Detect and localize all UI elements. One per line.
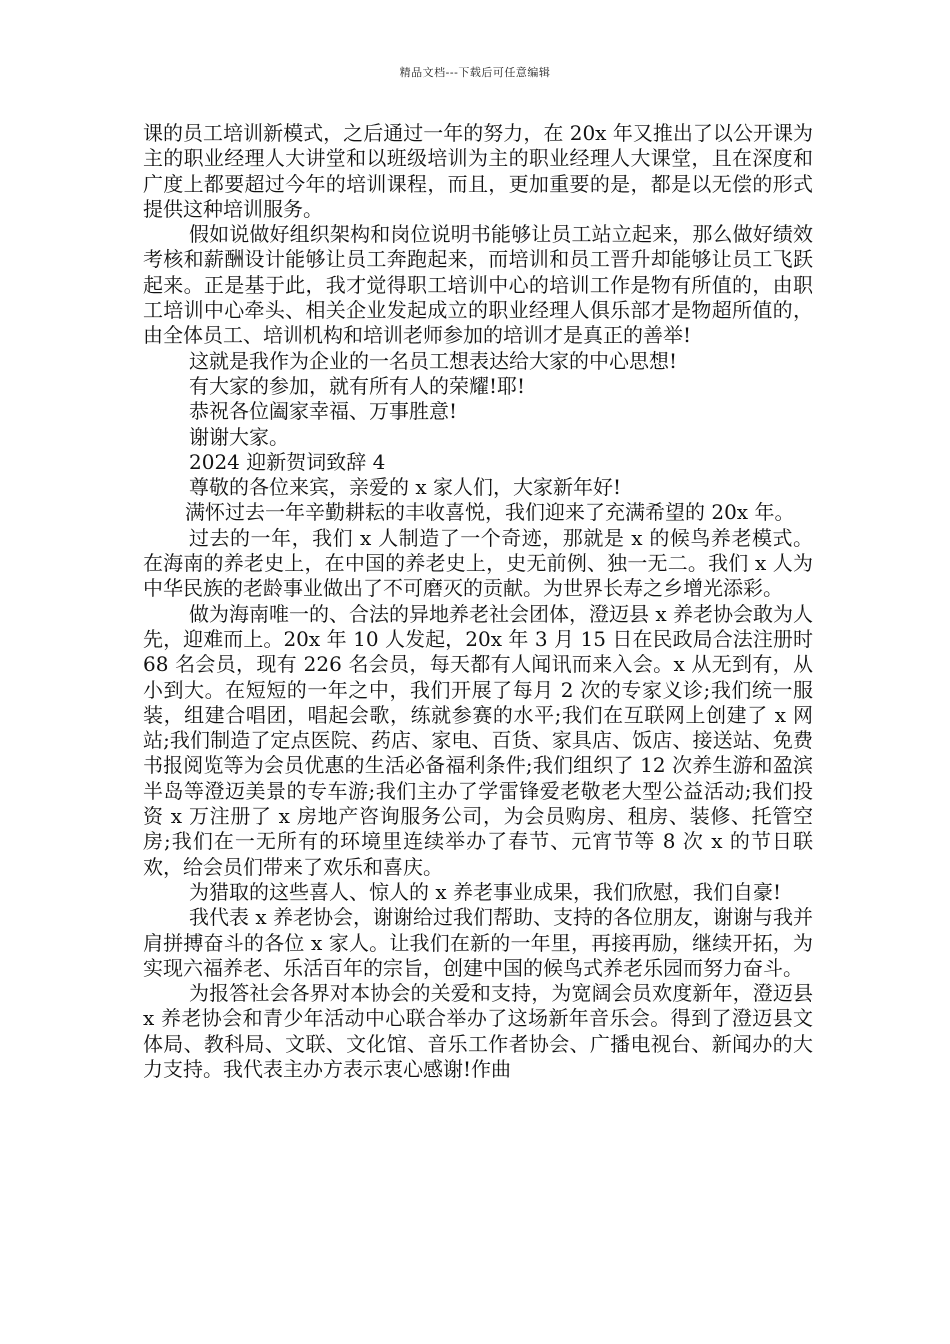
paragraph-concert: 为报答社会各界对本协会的关爱和支持，为宽阔会员欢度新年，澄迈县 x 养老协会和青少年活动中心联合举办了这场新年音乐会。得到了澄迈县文体局、教科局、文联、文化馆、音乐工作者协会、广播电视台、新闻办的大力支持。我代表主办方表示衷心感谢!作曲	[143, 981, 813, 1081]
paragraph-blessing: 恭祝各位阖家幸福、万事胜意!	[189, 399, 458, 424]
paragraph-greeting: 尊敬的各位来宾，亲爱的 x 家人们，大家新年好!	[189, 475, 622, 500]
page-header: 精品文档---下载后可任意编辑	[399, 66, 551, 79]
paragraph-past-year: 过去的一年，我们 x 人制造了一个奇迹，那就是 x 的候鸟养老模式。在海南的养老史上，在中国的养老史上，史无前例、独一无二。我们 x 人为中华民族的老龄事业做出了不可磨灭的贡献。为世界长寿之乡增光添彩。	[143, 525, 813, 601]
paragraph-central-idea: 这就是我作为企业的一名员工想表达给大家的中心思想!	[189, 348, 678, 373]
document-body	[143, 121, 813, 1082]
paragraph-participation: 有大家的参加，就有所有人的荣耀!耶!	[189, 373, 526, 398]
paragraph-thanks: 谢谢大家。	[189, 424, 289, 449]
paragraph-pride: 为猎取的这些喜人、惊人的 x 养老事业成果，我们欣慰，我们自豪!	[189, 879, 782, 904]
paragraph-training-value: 假如说做好组织架构和岗位说明书能够让员工站立起来，那么做好绩效考核和薪酬设计能够让员工奔跑起来，而培训和员工晋升却能够让员工飞跃起来。正是基于此，我才觉得职工培训中心的培训工作是物有所值的，由职工培训中心牵头、相关企业发起成立的职业经理人俱乐部才是物超所值的，由全体员工、培训机构和培训老师参加的培训才是真正的善举!	[143, 222, 813, 348]
paragraph-gratitude: 我代表 x 养老协会，谢谢给过我们帮助、支持的各位朋友，谢谢与我并肩拼搏奋斗的各位 x 家人。让我们在新的一年里，再接再励，继续开拓，为实现六福养老、乐活百年的宗旨，创建中国的候鸟式养老乐园而努力奋斗。	[143, 905, 813, 980]
paragraph-association: 做为海南唯一的、合法的异地养老社会团体，澄迈县 x 养老协会敢为人先，迎难而上。20x 年 10 人发起，20x 年 3 月 15 日在民政局合法注册时 68 名会员，现有 226 名会员，每天都有人闻讯而来入会。x 从无到有，从小到大。在短短的一年之中，我们开展了每月 2 次的专家义诊;我们统一服装，组建合唱团，唱起会歌，练就参赛的水平;我们在互联网上创建了 x 网站;我们制造了定点医院、药店、家电、百货、家具店、饭店、接送站、免费书报阅览等为会员优惠的生活必备福利条件;我们组织了 12 次养生游和盈滨半岛等澄迈美景的专车游;我们主办了学雷锋爱老敬老大型公益活动;我们投资 x 万注册了 x 房地产咨询服务公司，为会员购房、租房、装修、托管空房;我们在一无所有的环境里连续举办了春节、元宵节等 8 次 x 的节日联欢，给会员们带来了欢乐和喜庆。	[143, 601, 813, 879]
paragraph-new-year: 满怀过去一年辛勤耕耘的丰收喜悦，我们迎来了充满希望的 20x 年。	[185, 500, 795, 525]
section-heading: 2024 迎新贺词致辞 4	[189, 449, 386, 474]
paragraph-training-continuation: 课的员工培训新模式，之后通过一年的努力，在 20x 年又推出了以公开课为主的职业经理人大讲堂和以班级培训为主的职业经理人大课堂，且在深度和广度上都要超过今年的培训课程，而且，更加重要的是，都是以无偿的形式提供这种培训服务。	[143, 121, 813, 221]
